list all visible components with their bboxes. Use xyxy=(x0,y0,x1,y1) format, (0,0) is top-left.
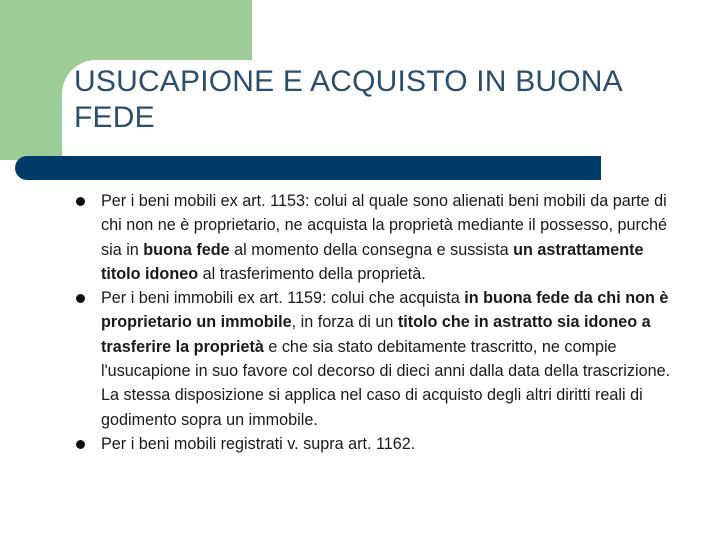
bullet-item xyxy=(76,432,676,456)
bullet-bold-segment: un astrattamente titolo idoneo xyxy=(101,240,644,283)
slide-title: USUCAPIONE E ACQUISTO IN BUONA FEDE xyxy=(74,65,622,134)
bullet-text-segment: al momento della consegna e sussista xyxy=(229,240,514,259)
bullet-text-segment: , in forza di un xyxy=(291,313,398,332)
bullet-text-segment: Per i beni immobili ex art. 1159: colui che acquista xyxy=(101,289,465,308)
bullet-list xyxy=(76,189,676,456)
bullet-text-segment: Per i beni mobili ex art. 1153: colui al quale sono alienati beni mobili da parte di chi non ne è proprietario, ne acquista la proprietà mediante il possesso, purché sia in xyxy=(101,192,668,259)
bullet-bold-segment: titolo che in astratto sia idoneo a trasferire la proprietà xyxy=(101,313,651,356)
bullet-bold-segment: in buona fede da chi non è proprietario un immobile xyxy=(101,289,669,332)
bullet-text-segment: e che sia stato debitamente trascritto, ne compie l'usucapione in suo favore col decorso di dieci anni dalla data della trascrizione. La stessa disposizione si applica nel caso di acquisto degli altri diritti reali di godimento sopra un immobile. xyxy=(101,337,671,429)
bullet-dot-icon xyxy=(76,197,85,206)
bullet-item xyxy=(76,189,676,286)
bullet-dot-icon xyxy=(76,294,85,303)
bullet-text-segment: al trasferimento della proprietà. xyxy=(198,264,426,283)
bullet-text-segment: Per i beni mobili registrati v. supra art. 1162. xyxy=(101,434,416,453)
title-divider-bar xyxy=(15,156,601,180)
bullet-item xyxy=(76,286,676,432)
bullet-dot-icon xyxy=(76,440,85,449)
bullet-bold-segment: buona fede xyxy=(143,240,230,259)
